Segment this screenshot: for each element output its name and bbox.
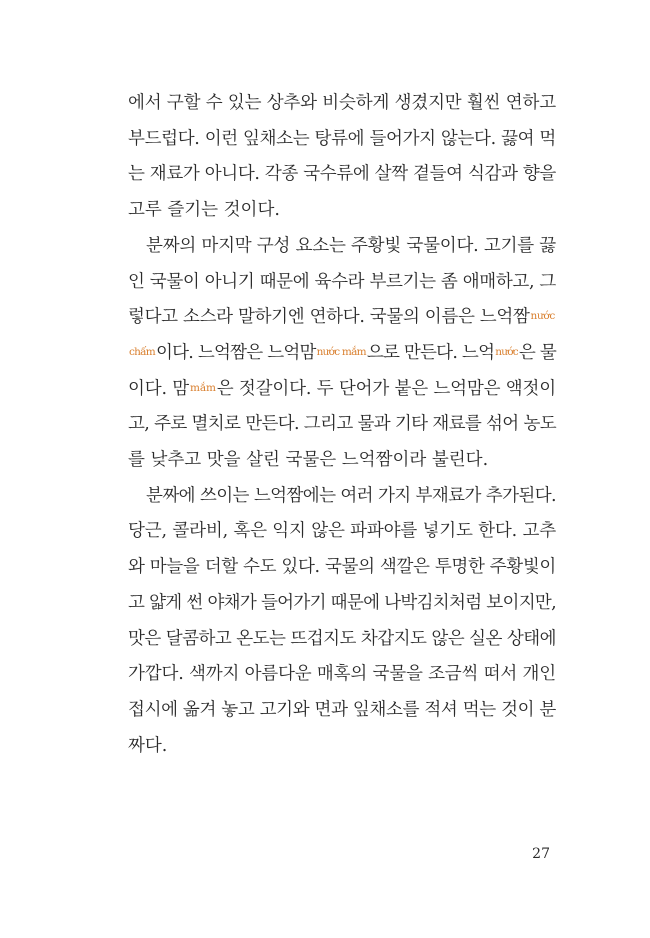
text-segment: 인 국물이 아니기 때문에 육수라 부르기는 좀 애매하고, 그	[128, 271, 556, 292]
vietnamese-gloss: chấm	[129, 345, 155, 358]
text-segment: 이다. 맘	[128, 378, 190, 399]
text-segment: 분짜에 쓰이는 느억짬에는 여러 가지 부재료가 추가된다.	[146, 485, 556, 506]
text-segment: 은 물	[518, 342, 556, 363]
text-segment: 이다. 느억짬은 느억맘	[155, 342, 316, 363]
text-segment: 접시에 옮겨 놓고 고기와 면과 잎채소를 적셔 먹는 것이 분	[128, 699, 556, 720]
text-segment: 짜다.	[128, 735, 168, 756]
text-segment: 으로 만든다. 느억	[366, 342, 495, 363]
text-line	[128, 299, 556, 335]
text-segment: 고, 주로 멸치로 만든다. 그리고 물과 기타 재료를 섞어 농도	[128, 414, 556, 435]
vietnamese-gloss: nước	[530, 310, 555, 323]
text-line	[128, 442, 488, 478]
text-segment: 당근, 콜라비, 혹은 익지 않은 파파야를 넣기도 한다. 고추	[128, 521, 556, 542]
vietnamese-gloss: nước	[495, 345, 518, 358]
text-segment: 분짜의 마지막 구성 요소는 주황빛 국물이다. 고기를 끓	[146, 235, 556, 256]
text-segment: 고루 즐기는 것이다.	[128, 200, 280, 221]
text-segment: 렇다고 소스라 말하기엔 연하다. 국물의 이름은 느억짬	[128, 307, 530, 328]
page-number: 27	[532, 846, 550, 862]
text-line	[128, 585, 556, 621]
text-segment: 를 낮추고 맛을 살린 국물은 느억짬이라 불린다.	[128, 450, 489, 470]
text-line	[146, 228, 556, 264]
text-line	[128, 656, 556, 692]
text-line	[128, 335, 556, 371]
text-line	[128, 85, 556, 121]
text-segment: 가깝다. 색까지 아름다운 매혹의 국물을 조금씩 떠서 개인	[128, 664, 556, 685]
text-segment: 부드럽다. 이런 잎채소는 탕류에 들어가지 않는다. 끓여 먹	[128, 128, 556, 149]
text-line	[128, 121, 556, 157]
text-line	[128, 513, 556, 549]
text-line	[128, 371, 556, 407]
text-line	[128, 549, 556, 585]
text-line	[128, 621, 556, 657]
text-line	[128, 406, 556, 442]
text-line	[128, 264, 556, 300]
text-line	[146, 478, 556, 514]
text-segment: 은 젓갈이다. 두 단어가 붙은 느억맘은 액젓이	[216, 378, 556, 399]
text-line	[128, 728, 167, 764]
text-segment: 고 얇게 썬 야채가 들어가기 때문에 나박김치처럼 보이지만,	[128, 592, 556, 613]
vietnamese-gloss: mắm	[190, 381, 216, 394]
text-segment: 와 마늘을 더할 수도 있다. 국물의 색깔은 투명한 주황빛이	[128, 557, 556, 578]
vietnamese-gloss: nước mắm	[316, 345, 366, 358]
text-line	[128, 692, 556, 728]
text-segment: 맛은 달콤하고 온도는 뜨겁지도 차갑지도 않은 실온 상태에	[128, 628, 556, 649]
text-line	[128, 156, 556, 192]
text-segment: 는 재료가 아니다. 각종 국수류에 살짝 곁들여 식감과 향을	[128, 164, 556, 185]
text-line	[128, 192, 280, 228]
text-segment: 에서 구할 수 있는 상추와 비슷하게 생겼지만 훨씬 연하고	[128, 93, 556, 113]
